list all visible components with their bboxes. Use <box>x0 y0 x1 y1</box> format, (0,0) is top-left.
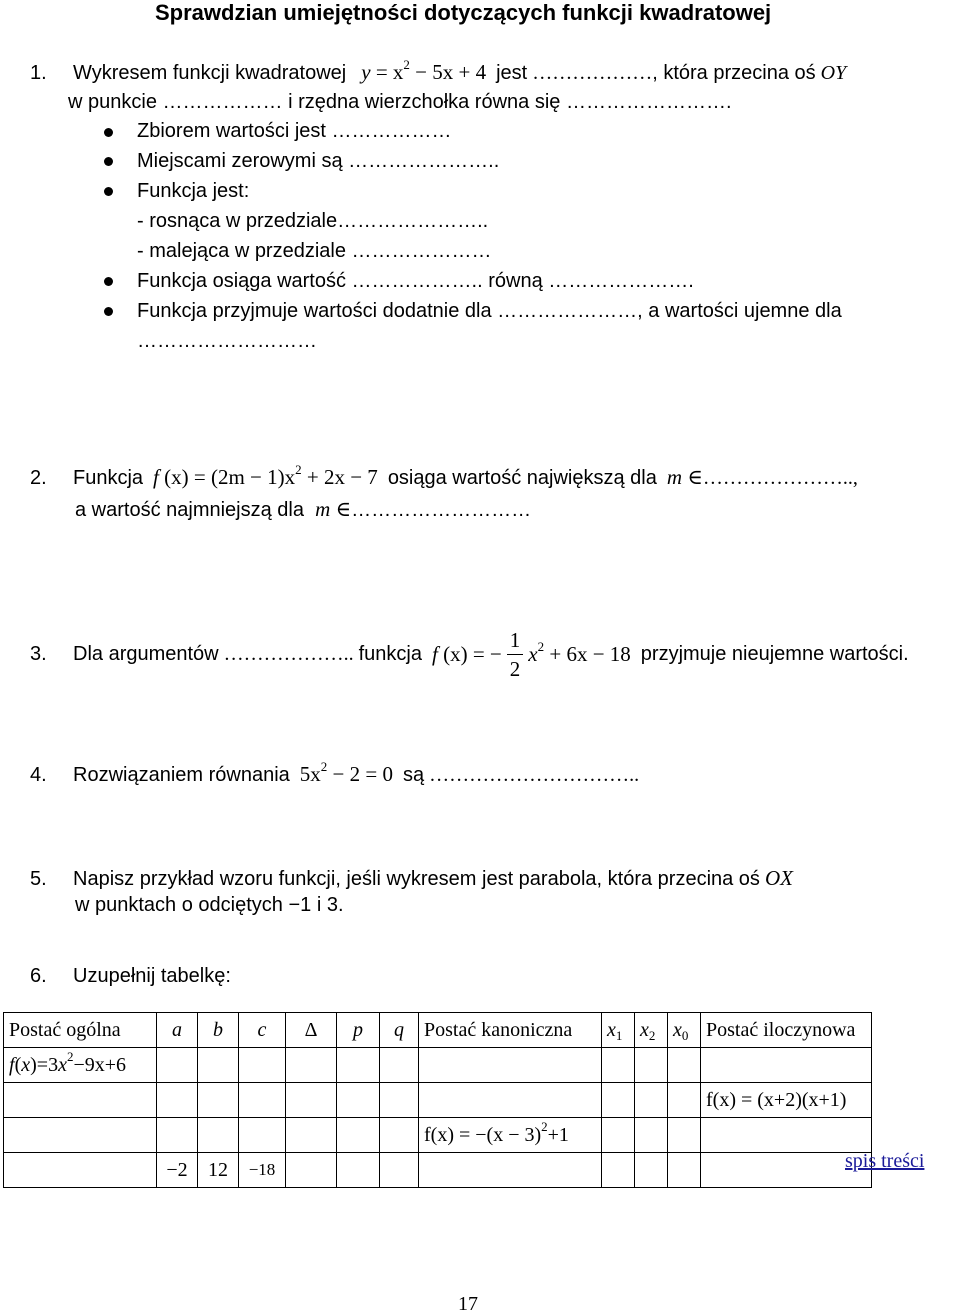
q4-blank: ………………………….. <box>429 764 640 786</box>
q1-sign-blank: ……………………… <box>137 330 317 352</box>
header-c: c <box>239 1013 286 1048</box>
q4-equation: $5x^2 - 2 = 0$ <box>299 759 393 786</box>
q1-line1: 1. Wykresem funkcji kwadratowej $y = x^2 - 5x + 4$ jest ………………, która przecina oś OY <box>30 57 847 84</box>
table-of-contents-link[interactable]: spis treści <box>845 1150 925 1172</box>
cell-c: −18 <box>239 1153 286 1188</box>
page-number: 17 <box>458 1293 478 1315</box>
q3-blank: ……………….. <box>223 643 354 665</box>
q1-line2: w punkcie ……………… i rzędna wierzchołka równa się ……………………. <box>68 91 732 113</box>
q2-line2: a wartość najmniejszą dla m ∈……………………… <box>75 497 532 521</box>
q1-number: 1. <box>30 62 47 84</box>
cell-a: −2 <box>157 1153 198 1188</box>
table-row <box>4 1083 872 1118</box>
q5-number: 5. <box>30 868 47 890</box>
q1-blank2: ……………… <box>162 91 283 113</box>
page-title: Sprawdzian umiejętności dotyczących funkcji kwadratowej <box>155 0 772 25</box>
oy-axis: OY <box>820 62 847 84</box>
q3-fraction: $\frac{1}{2}$ <box>507 626 524 683</box>
table-header-row <box>4 1013 872 1048</box>
q2-line1: 2. Funkcja f $(x) = (2m - 1)x^2 + 2x - 7$ osiąga wartość największą dla m ∈………………….., <box>30 462 858 489</box>
q1-bullet-monotonic: Funkcja jest: <box>137 180 250 202</box>
q1-bullet-extreme: Funkcja osiąga wartość ……………….. równą …………………. <box>137 270 694 292</box>
q6-number: 6. <box>30 965 47 987</box>
q1-blank1: ……………… <box>532 62 653 84</box>
cell-b: 12 <box>198 1153 239 1188</box>
header-general-form: Postać ogólna <box>4 1013 157 1048</box>
bullet-icon <box>104 128 113 137</box>
q1-blank3: ……………………. <box>565 91 732 113</box>
q3-formula: f (x) = − <box>432 642 502 666</box>
q3-number: 3. <box>30 643 47 665</box>
q1-decreasing: - malejąca w przedziale ………………… <box>137 240 492 262</box>
q5-line2: w punktach o odciętych −1 i 3. <box>75 894 344 916</box>
q1-increasing: - rosnąca w przedziale………………….. <box>137 210 489 232</box>
table-row <box>4 1153 872 1188</box>
q2-number: 2. <box>30 467 47 489</box>
header-x2: $x_2$ <box>635 1013 668 1048</box>
q2-formula: f $(x) = (2m - 1)x^2 + 2x - 7$ <box>153 462 378 489</box>
q1-bullet-range: Zbiorem wartości jest ……………… <box>137 120 452 142</box>
q5-line1: 5. Napisz przykład wzoru funkcji, jeśli wykresem jest parabola, która przecina oś OX <box>30 866 793 890</box>
cell-canonical-form: $f(x) = -(x - 3)^2+1$ <box>419 1118 602 1153</box>
table-row <box>4 1118 872 1153</box>
q1-bullet-zeros: Miejscami zerowymi są ………………….. <box>137 150 500 172</box>
cell-product-form: f(x) = (x+2)(x+1) <box>701 1083 872 1118</box>
q1-bullet-sign: Funkcja przyjmuje wartości dodatnie dla …………………, a wartości ujemne dla <box>137 300 842 322</box>
header-canonical-form: Postać kanoniczna <box>419 1013 602 1048</box>
header-delta: Δ <box>286 1013 337 1048</box>
q6-line: 6. Uzupełnij tabelkę: <box>30 965 231 987</box>
table-row <box>4 1048 872 1083</box>
bullet-icon <box>104 157 113 166</box>
q3-line: 3. Dla argumentów ……………….. funkcja f (x) = − $\frac{1}{2}$ $x^2 + 6x - 18$ przyjmuje nieujemne wartości. <box>30 628 909 681</box>
header-product-form: Postać iloczynowa <box>701 1013 872 1048</box>
q2-blank1: ………………….., <box>702 467 858 489</box>
quadratic-forms-table <box>3 1012 872 1188</box>
header-p: p <box>337 1013 380 1048</box>
q1-lead: Wykresem funkcji kwadratowej <box>73 62 347 84</box>
header-x0: $x_0$ <box>668 1013 701 1048</box>
header-q: q <box>380 1013 419 1048</box>
bullet-icon <box>104 307 113 316</box>
header-b: b <box>198 1013 239 1048</box>
q4-number: 4. <box>30 764 47 786</box>
header-x1: $x_1$ <box>602 1013 635 1048</box>
bullet-icon <box>104 277 113 286</box>
cell-general-form: $f(x)=3x^2-9x+6$ <box>4 1048 157 1083</box>
q4-line: 4. Rozwiązaniem równania $5x^2 - 2 = 0$ są ………………………….. <box>30 759 640 786</box>
header-a: a <box>157 1013 198 1048</box>
ox-axis: OX <box>764 866 793 890</box>
q2-blank2: ……………………… <box>351 499 532 521</box>
bullet-icon <box>104 187 113 196</box>
q1-formula: $y = x^2 - 5x + 4$ <box>361 57 487 84</box>
